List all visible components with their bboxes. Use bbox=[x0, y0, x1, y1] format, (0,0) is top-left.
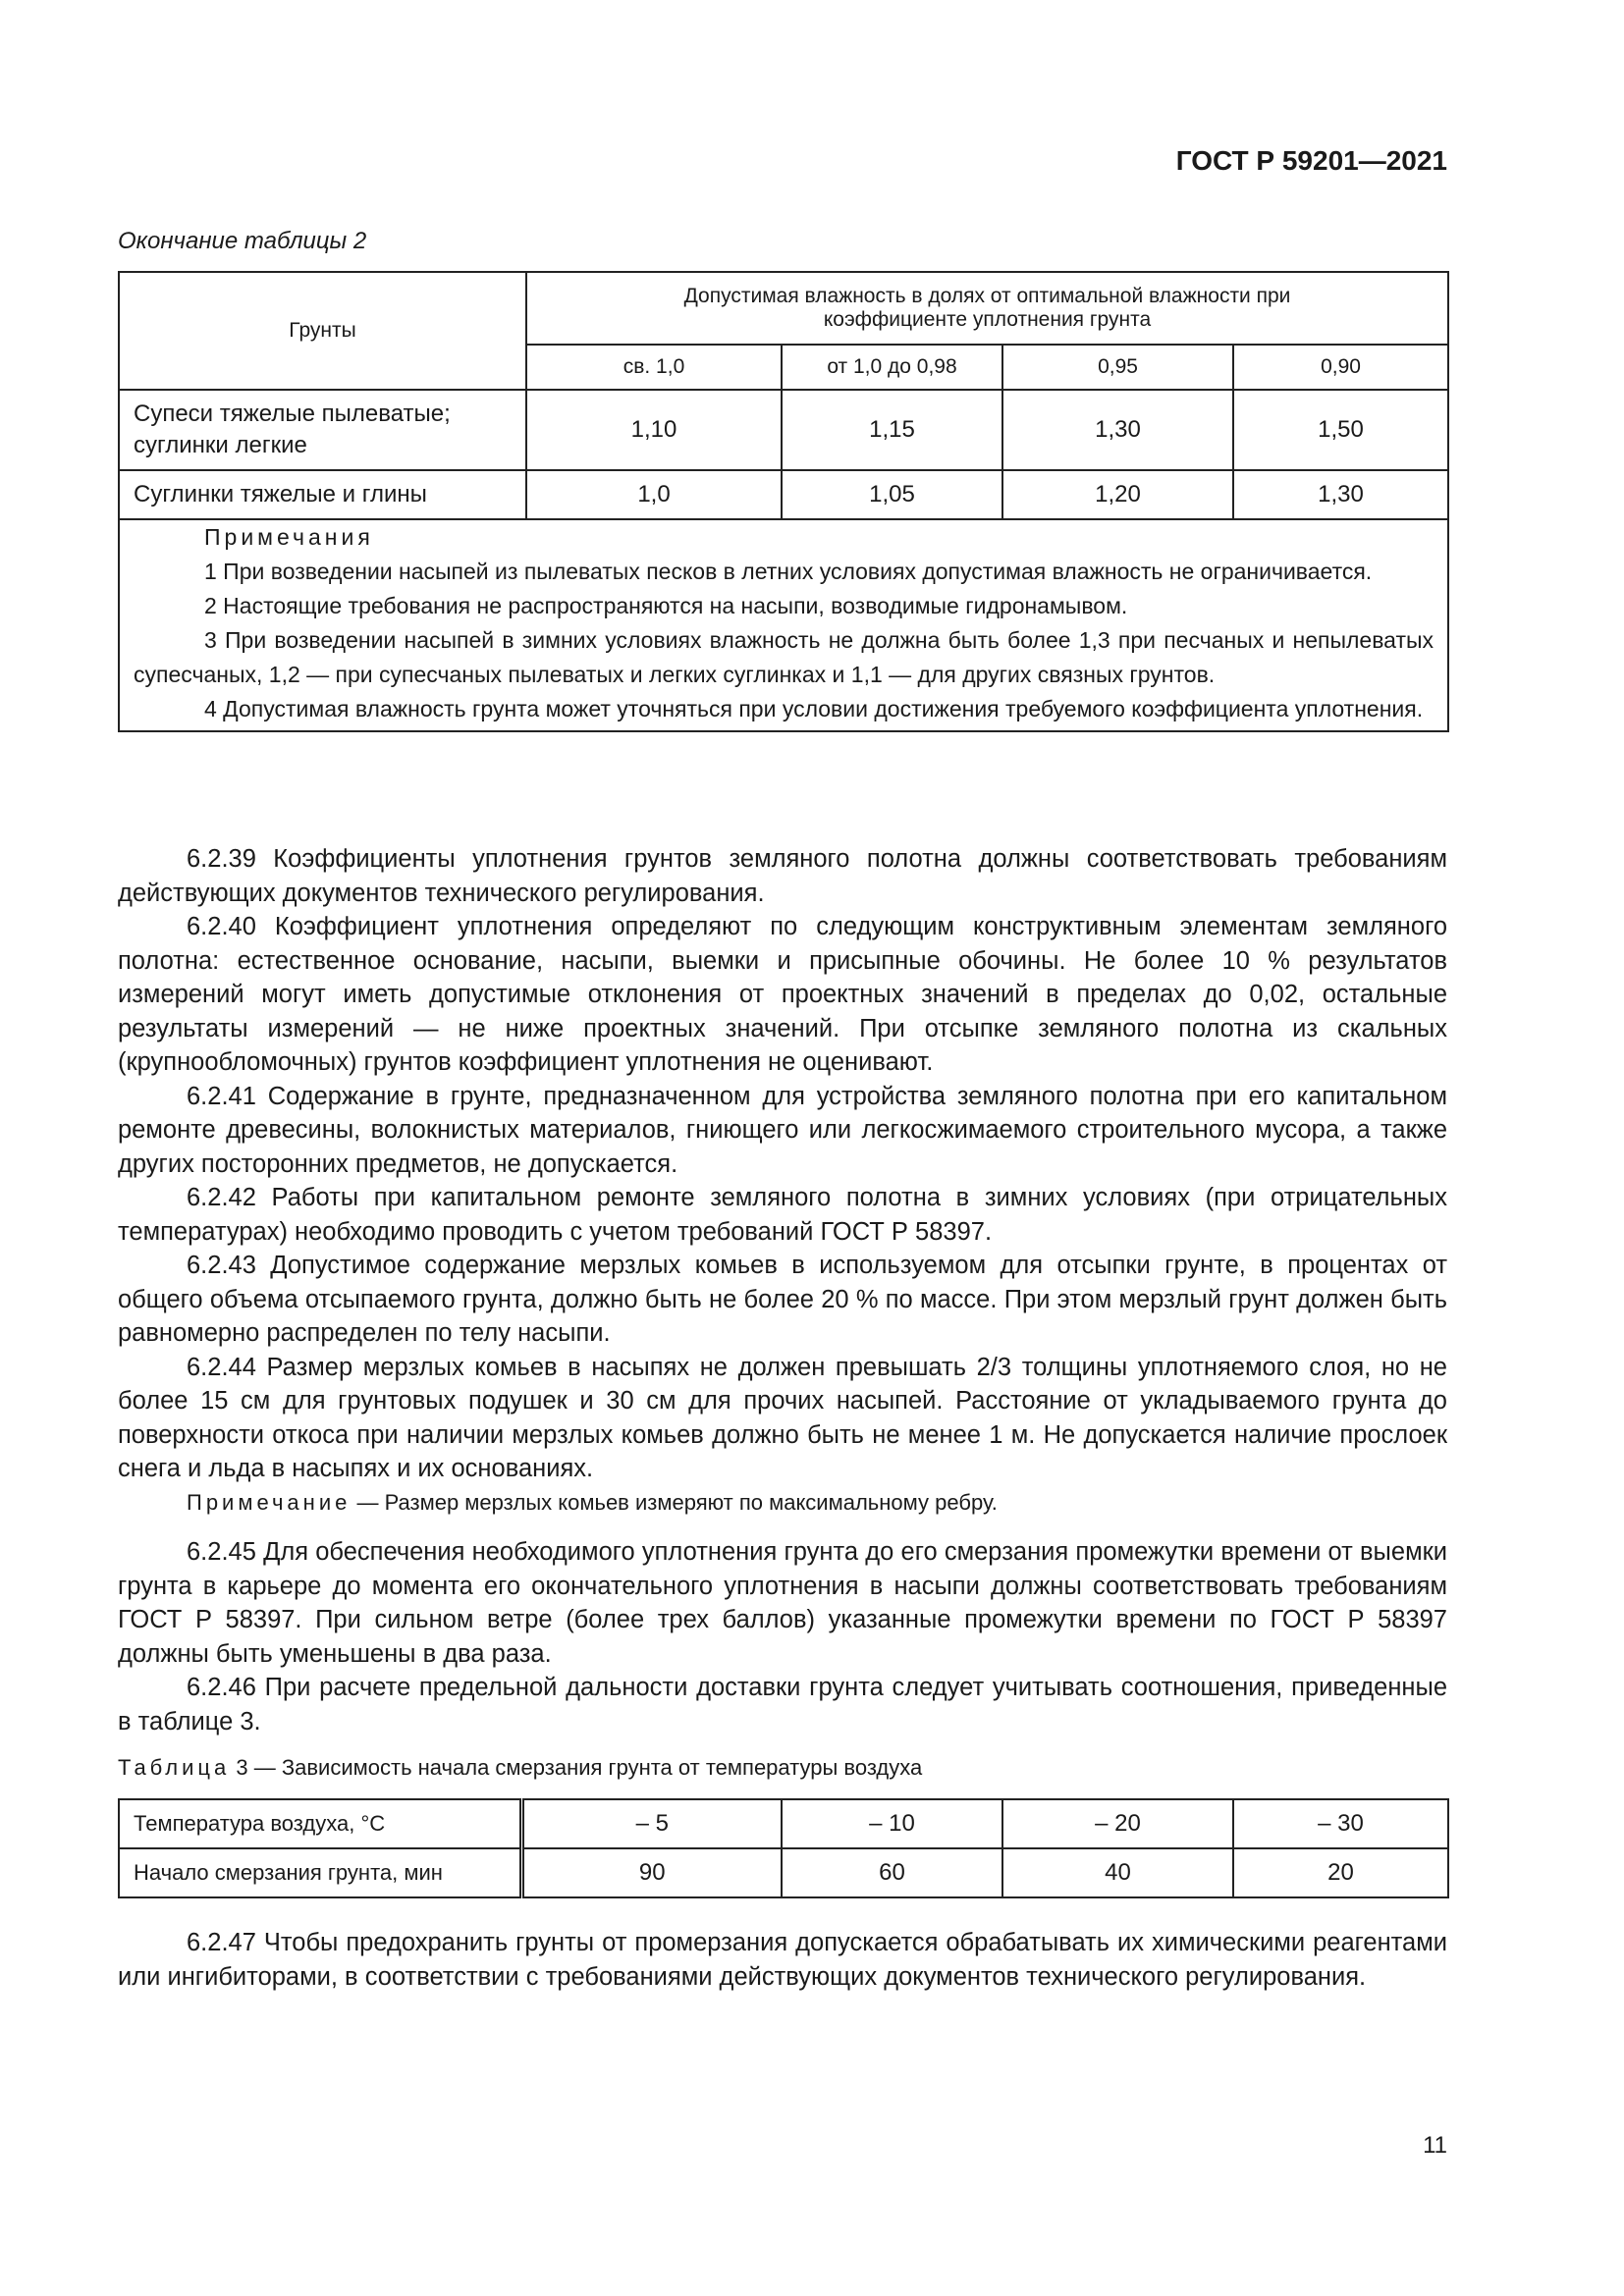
row-label: Начало смерзания грунта, мин bbox=[119, 1848, 521, 1897]
table-row bbox=[119, 1848, 1448, 1897]
note-2: 2 Настоящие требования не распространяются на насыпи, возводимые гидронамывом. bbox=[204, 593, 1128, 618]
subheader-1: св. 1,0 bbox=[526, 345, 782, 390]
paragraph: 6.2.39 Коэффициенты уплотнения грунтов земляного полотна должны соответствовать требованиям действующих документов технического регулирования. bbox=[118, 845, 1447, 907]
row-label: Температура воздуха, °С bbox=[119, 1799, 521, 1848]
inline-note bbox=[187, 1490, 998, 1516]
table-cell: 90 bbox=[521, 1848, 782, 1897]
table-row bbox=[119, 470, 1448, 519]
clause-6-2-47 bbox=[118, 1926, 1447, 1994]
document-standard-id: ГОСТ Р 59201—2021 bbox=[1175, 145, 1447, 176]
inline-note-text: — Размер мерзлых комьев измеряют по максимальному ребру. bbox=[351, 1490, 998, 1515]
inline-note-label: Примечание bbox=[187, 1490, 352, 1515]
paragraph: 6.2.42 Работы при капитальном ремонте земляного полотна в зимних условиях (при отрицательных температурах) необходимо проводить с учетом требований ГОСТ Р 58397. bbox=[118, 1184, 1447, 1246]
paragraph: 6.2.47 Чтобы предохранить грунты от промерзания допускается обрабатывать их химическими реагентами или ингибиторами, в соответствии с требованиями действующих документов технического регулирования. bbox=[118, 1929, 1447, 1991]
table-cell: – 10 bbox=[782, 1799, 1002, 1848]
note-3: 3 При возведении насыпей в зимних условиях влажность не должна быть более 1,3 при песчаных и непылеватых супесчаных, 1,2 — при супесчаных пылеватых и легких суглинках и 1,1 — для других связных грунтов. bbox=[134, 627, 1435, 687]
table-cell: 1,30 bbox=[1002, 390, 1233, 470]
table-cell: 1,15 bbox=[782, 390, 1002, 470]
table-cell: 1,0 bbox=[526, 470, 782, 519]
table-cell: 1,50 bbox=[1233, 390, 1448, 470]
table-cell: – 5 bbox=[521, 1799, 782, 1848]
table-cell: – 20 bbox=[1002, 1799, 1233, 1848]
table3 bbox=[118, 1798, 1449, 1898]
paragraph: 6.2.44 Размер мерзлых комьев в насыпях не должен превышать 2/3 толщины уплотняемого слоя, но не более 15 см для грунтовых подушек и 30 см для прочих насыпей. Расстояние от укладываемого грунта до поверхности откоса при наличии мерзлых комьев должно быть не менее 1 м. Не допускается наличие прослоек снега и льда в насыпях и их основаниях. bbox=[118, 1353, 1447, 1482]
table-cell: 40 bbox=[1002, 1848, 1233, 1897]
table3-label: Таблица bbox=[118, 1755, 231, 1780]
note-4: 4 Допустимая влажность грунта может уточняться при условии достижения требуемого коэффициента уплотнения. bbox=[204, 696, 1424, 721]
table2 bbox=[118, 271, 1449, 732]
subheader-4: 0,90 bbox=[1233, 345, 1448, 390]
paragraph: 6.2.40 Коэффициент уплотнения определяют по следующим конструктивным элементам земляного полотна: естественное основание, насыпи, выемки и присыпные обочины. Не более 10 % результатов измерений могут иметь допустимые отклонения от проектных значений в пределах до 0,02, остальные результаты измерений — не ниже проектных значений. При отсыпке земляного полотна из скальных (крупнообломочных) грунтов коэффициент уплотнения не оценивают. bbox=[118, 913, 1447, 1076]
header-soils: Грунты bbox=[119, 272, 526, 390]
table-cell: 1,20 bbox=[1002, 470, 1233, 519]
row-label: Суглинки тяжелые и глины bbox=[119, 470, 526, 519]
table3-title bbox=[118, 1755, 922, 1781]
table-row bbox=[119, 390, 1448, 470]
paragraph: 6.2.45 Для обеспечения необходимого уплотнения грунта до его смерзания промежутки времени от выемки грунта в карьере до момента его окончательного уплотнения в насыпи должны соответствовать требованиям ГОСТ Р 58397. При сильном ветре (более трех баллов) указанные промежутки времени по ГОСТ Р 58397 должны быть уменьшены в два раза. bbox=[118, 1538, 1447, 1668]
notes-title: Примечания bbox=[204, 524, 374, 550]
subheader-3: 0,95 bbox=[1002, 345, 1233, 390]
table2-caption: Окончание таблицы 2 bbox=[118, 228, 367, 254]
note-1: 1 При возведении насыпей из пылеватых песков в летних условиях допустимая влажность не ограничивается. bbox=[204, 559, 1373, 584]
table-cell: 60 bbox=[782, 1848, 1002, 1897]
row-label: Супеси тяжелые пылеватые; суглинки легкие bbox=[119, 390, 526, 470]
clauses-6-2-39-to-44 bbox=[118, 842, 1447, 1486]
subheader-2: от 1,0 до 0,98 bbox=[782, 345, 1002, 390]
paragraph: 6.2.43 Допустимое содержание мерзлых комьев в используемом для отсыпки грунте, в процентах от общего объема отсыпаемого грунта, должно быть не более 20 % по массе. При этом мерзлый грунт должен быть равномерно распределен по телу насыпи. bbox=[118, 1252, 1447, 1347]
table-cell: 1,05 bbox=[782, 470, 1002, 519]
table-cell: 20 bbox=[1233, 1848, 1448, 1897]
paragraph: 6.2.41 Содержание в грунте, предназначенном для устройства земляного полотна при его капитальном ремонте древесины, волокнистых материалов, гниющего или легкосжимаемого строительного мусора, а также других посторонних предметов, не допускается. bbox=[118, 1082, 1447, 1178]
clauses-6-2-45-to-46 bbox=[118, 1535, 1447, 1738]
page-number: 11 bbox=[1423, 2132, 1447, 2159]
paragraph: 6.2.46 При расчете предельной дальности доставки грунта следует учитывать соотношения, приведенные в таблице 3. bbox=[118, 1674, 1447, 1735]
header-moisture-group: Допустимая влажность в долях от оптимальной влажности при коэффициенте уплотнения грунта bbox=[526, 272, 1448, 345]
table2-notes bbox=[119, 519, 1448, 731]
table-cell: 1,10 bbox=[526, 390, 782, 470]
table-cell: 1,30 bbox=[1233, 470, 1448, 519]
table-cell: – 30 bbox=[1233, 1799, 1448, 1848]
table3-title-text: 3 — Зависимость начала смерзания грунта от температуры воздуха bbox=[230, 1755, 923, 1780]
table-row bbox=[119, 1799, 1448, 1848]
